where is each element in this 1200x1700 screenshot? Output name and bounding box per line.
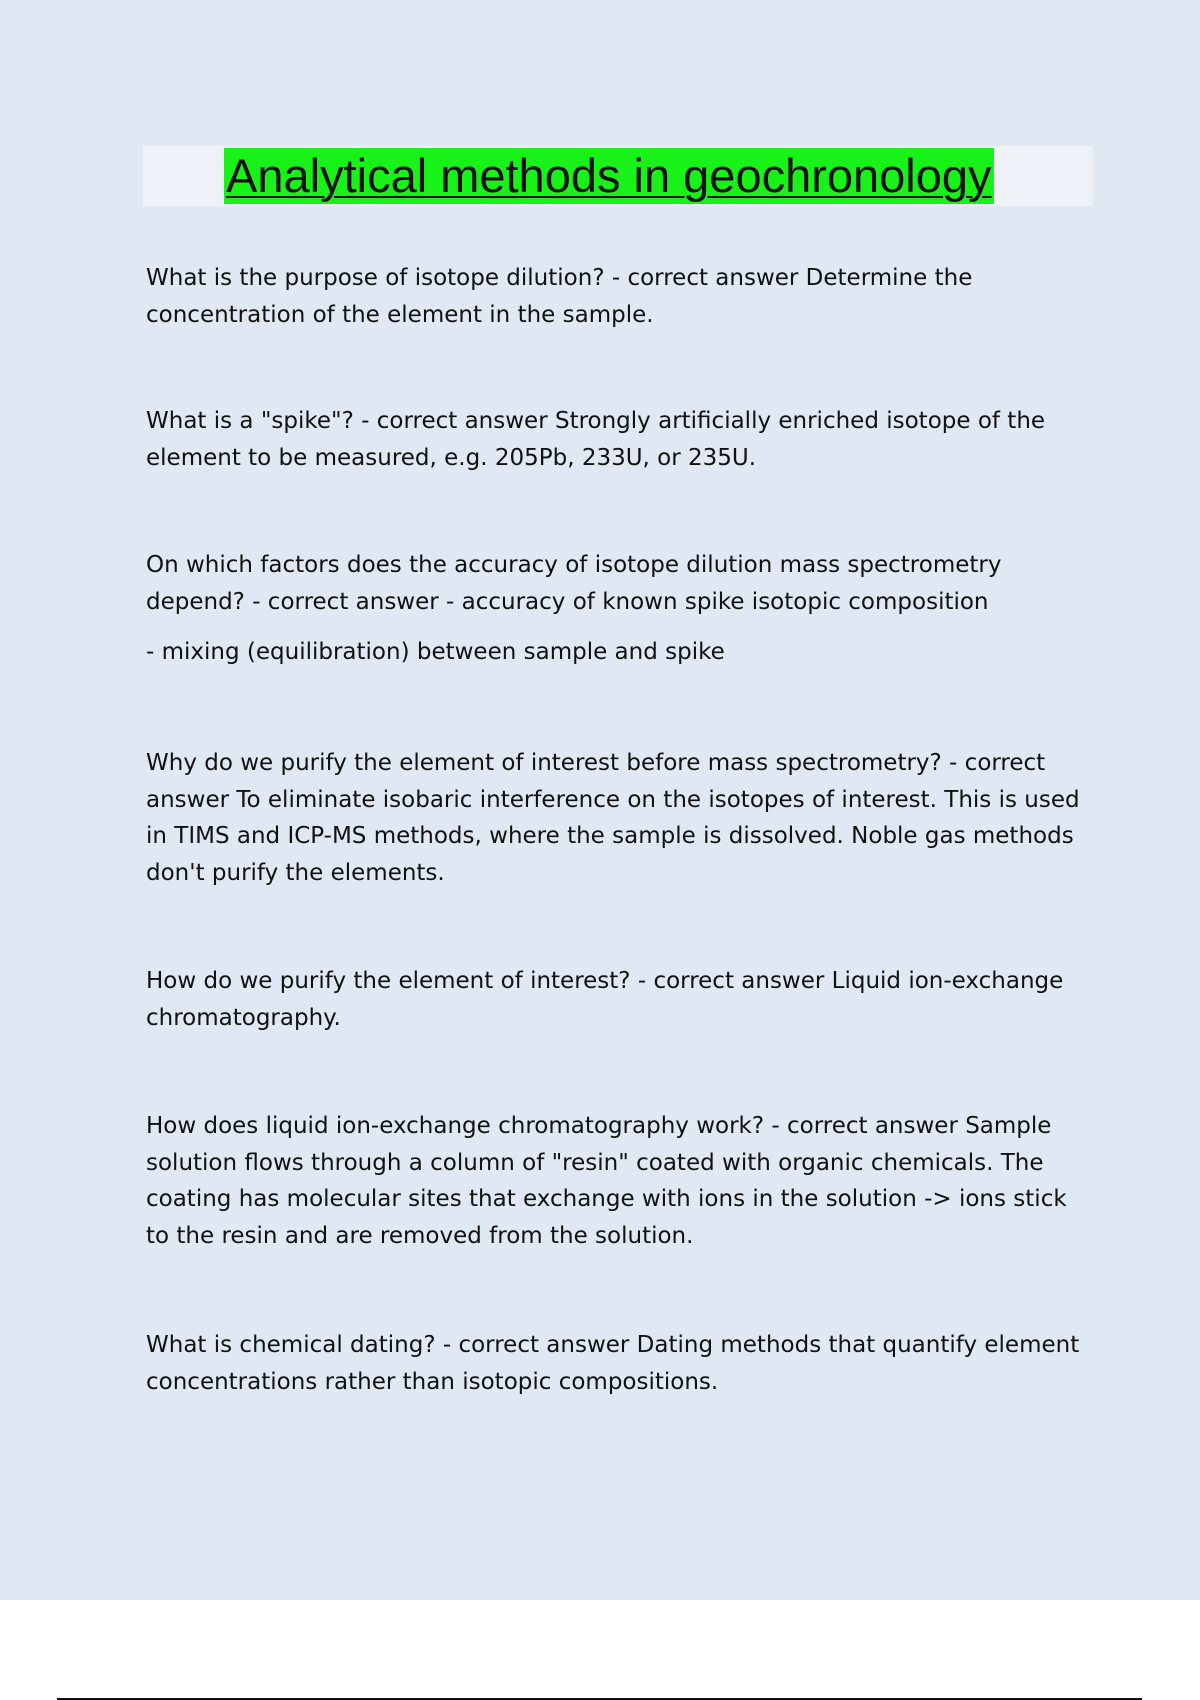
qa-item-isotope-dilution — [146, 260, 1081, 333]
qa-item-ion-exchange — [146, 1108, 1081, 1254]
qa-text: What is chemical dating? - correct answer Dating methods that quantify element concentrations rather than isotopic compositions. — [146, 1332, 1080, 1395]
qa-text: How does liquid ion-exchange chromatography work? - correct answer Sample solution flows through a column of "resin" coated with organic chemicals. The coating has molecular sites that exchange with ions in the solution -> ions stick to the resin and are removed from the solution. — [146, 1113, 1067, 1249]
document-title: Analytical methods in geochronology — [226, 149, 992, 202]
qa-item-spike — [146, 403, 1081, 476]
qa-item-purify-why — [146, 745, 1081, 891]
qa-item-chemical-dating — [146, 1327, 1081, 1400]
qa-text: What is a "spike"? - correct answer Strongly artificially enriched isotope of the element to be measured, e.g. 205Pb, 233U, or 235U. — [146, 408, 1046, 471]
qa-item-accuracy-factors — [146, 547, 1081, 671]
qa-item-purify-how — [146, 963, 1081, 1036]
qa-text: On which factors does the accuracy of isotope dilution mass spectrometry depend? - correct answer - accuracy of known spike isotopic composition — [146, 552, 1002, 615]
qa-text: How do we purify the element of interest? - correct answer Liquid ion-exchange chromatography. — [146, 968, 1064, 1031]
qa-text: What is the purpose of isotope dilution? - correct answer Determine the concentration of the element in the sample. — [146, 265, 973, 328]
qa-text-extra: - mixing (equilibration) between sample and spike — [146, 639, 725, 665]
qa-text: Why do we purify the element of interest before mass spectrometry? - correct answer To eliminate isobaric interference on the isotopes of interest. This is used in TIMS and ICP-MS methods, where the sample is dissolved. Noble gas methods don't purify the elements. — [146, 750, 1080, 886]
